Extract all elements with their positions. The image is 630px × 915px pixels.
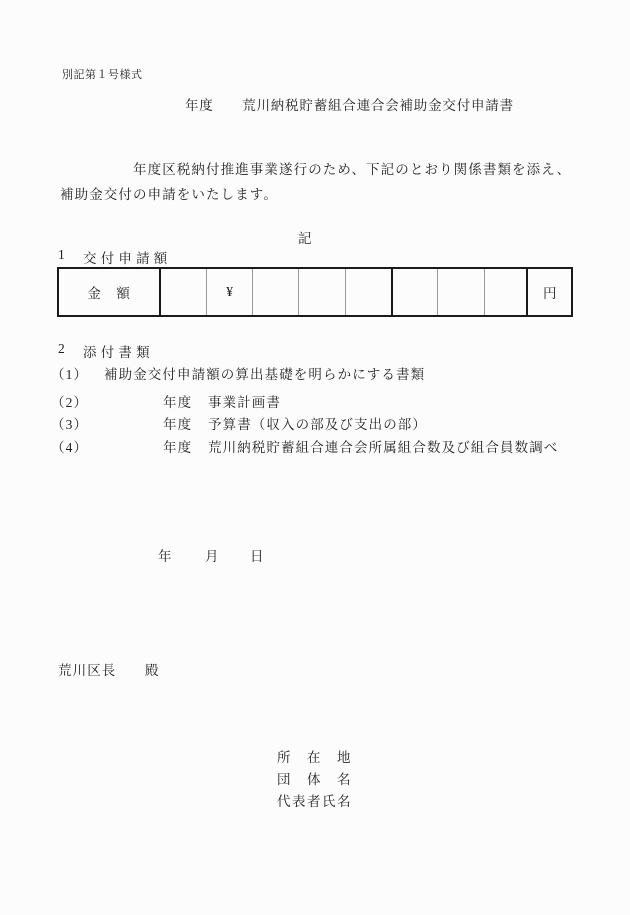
amount-digit-cell bbox=[252, 269, 298, 315]
signature-address-label: 所 在 地 bbox=[277, 750, 352, 765]
date-year-label: 年 bbox=[158, 549, 172, 564]
attachment-item bbox=[51, 391, 591, 408]
amount-digit-cell bbox=[391, 269, 437, 315]
section-application-number: 1 bbox=[58, 247, 65, 262]
amount-currency-cell: ¥ bbox=[206, 269, 253, 315]
attachment-item-text: 予算書（収入の部及び支出の部） bbox=[208, 417, 427, 432]
page-title: 年度 荒川納税貯蓄組合連合会補助金交付申請書 bbox=[185, 98, 514, 113]
attachment-item-fiscal-year: 年度 bbox=[163, 395, 193, 410]
record-mark: 記 bbox=[298, 231, 312, 246]
amount-table bbox=[57, 267, 573, 317]
section-application-heading bbox=[58, 247, 258, 266]
date-month-label: 月 bbox=[205, 549, 219, 564]
attachment-item-text: 事業計画書 bbox=[208, 395, 281, 410]
addressee-line bbox=[0, 659, 400, 676]
attachment-item bbox=[51, 436, 591, 453]
amount-digit-cell bbox=[437, 269, 484, 315]
attachment-item-text: 補助金交付申請額の算出基礎を明らかにする書類 bbox=[104, 367, 426, 382]
attachment-item-text: 荒川納税貯蓄組合連合会所属組合数及び組合員数調べ bbox=[208, 440, 559, 455]
attachment-item-number: （3） bbox=[51, 417, 89, 432]
signature-representative-label: 代表者氏名 bbox=[277, 794, 352, 809]
form-number: 別記第１号様式 bbox=[62, 69, 143, 81]
date-day-label: 日 bbox=[250, 549, 264, 564]
body-paragraph-line2: 補助金交付の申請をいたします。 bbox=[60, 187, 278, 202]
attachment-item bbox=[51, 363, 591, 380]
amount-digit-cell bbox=[298, 269, 345, 315]
section-attachments-number: 2 bbox=[58, 341, 65, 356]
attachment-item-number: （4） bbox=[51, 440, 89, 455]
amount-digit-cell bbox=[159, 269, 206, 315]
date-line bbox=[0, 545, 630, 564]
attachment-item bbox=[51, 413, 591, 430]
attachment-item-fiscal-year: 年度 bbox=[163, 417, 193, 432]
attachment-item-number: （1） bbox=[51, 367, 89, 382]
amount-unit-label: 円 bbox=[526, 269, 571, 315]
section-attachments-heading bbox=[58, 341, 258, 360]
amount-digit-cell bbox=[345, 269, 392, 315]
signature-organization-label: 団 体 名 bbox=[277, 772, 352, 787]
amount-digit-cell bbox=[484, 269, 527, 315]
attachment-item-number: （2） bbox=[51, 395, 89, 410]
addressee-honorific: 殿 bbox=[145, 663, 160, 678]
attachment-item-fiscal-year: 年度 bbox=[163, 440, 193, 455]
addressee-title: 荒川区長 bbox=[58, 663, 117, 678]
amount-row-label: 金 額 bbox=[87, 286, 131, 301]
section-application-label: 交付申請額 bbox=[83, 251, 172, 266]
body-paragraph-line1: 年度区税納付推進事業遂行のため、下記のとおり関係書類を添え、 bbox=[133, 162, 572, 177]
section-attachments-label: 添付書類 bbox=[83, 345, 154, 360]
